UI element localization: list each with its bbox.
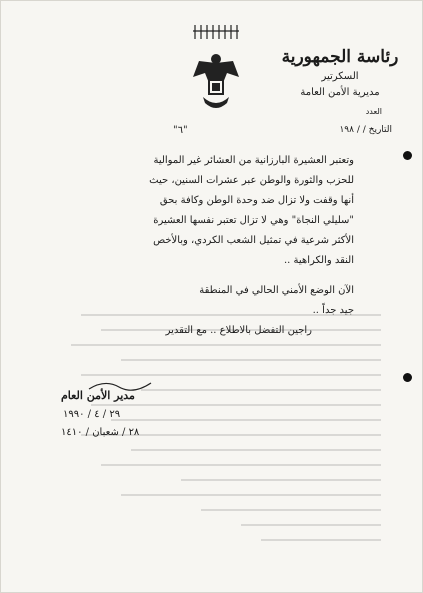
- punch-hole: [403, 151, 412, 160]
- signature-date-hijri: ٢٨ / شعبان / ١٤١٠: [61, 427, 140, 438]
- situation-line: الآن الوضع الأمني الحالي في المنطقة: [199, 285, 354, 296]
- letterhead-title: رئاسة الجمهورية: [281, 47, 399, 67]
- eagle-emblem-icon: [189, 23, 243, 115]
- letterhead-office: السكرتير: [321, 71, 359, 82]
- body-line: النقد والكراهية ..: [284, 255, 354, 266]
- date-label: التاريخ / / ١٩٨: [339, 125, 392, 135]
- punch-hole: [403, 373, 412, 382]
- body-line: "سليلي النجاة" وهي لا تزال تعتبر نفسها العشيرة: [153, 215, 354, 226]
- letterhead-directorate: مديرية الأمن العامة: [300, 87, 380, 98]
- body-line: أنها وقفت ولا تزال ضد وحدة الوطن وكافة بحق: [159, 195, 354, 206]
- closing-line: راجين التفضل بالاطلاع .. مع التقدير: [165, 325, 312, 336]
- body-line: الأكثر شرعية في تمثيل الشعب الكردي، وبالأخص: [153, 235, 354, 246]
- number-label: العدد: [365, 107, 382, 116]
- body-line: للحزب والثورة والوطن عبر عشرات السنين، حيث: [149, 175, 354, 186]
- signatory-title: مدير الأمن العام: [61, 389, 135, 402]
- body-line: وتعتبر العشيرة البارزانية من العشائر غير الموالية: [153, 155, 354, 166]
- situation-line: جيد جداً ..: [312, 305, 354, 316]
- letter-body: [109, 151, 354, 321]
- reference-number: "٦": [173, 125, 188, 136]
- signature-date-gregorian: ٢٩ / ٤ / ١٩٩٠: [63, 409, 121, 420]
